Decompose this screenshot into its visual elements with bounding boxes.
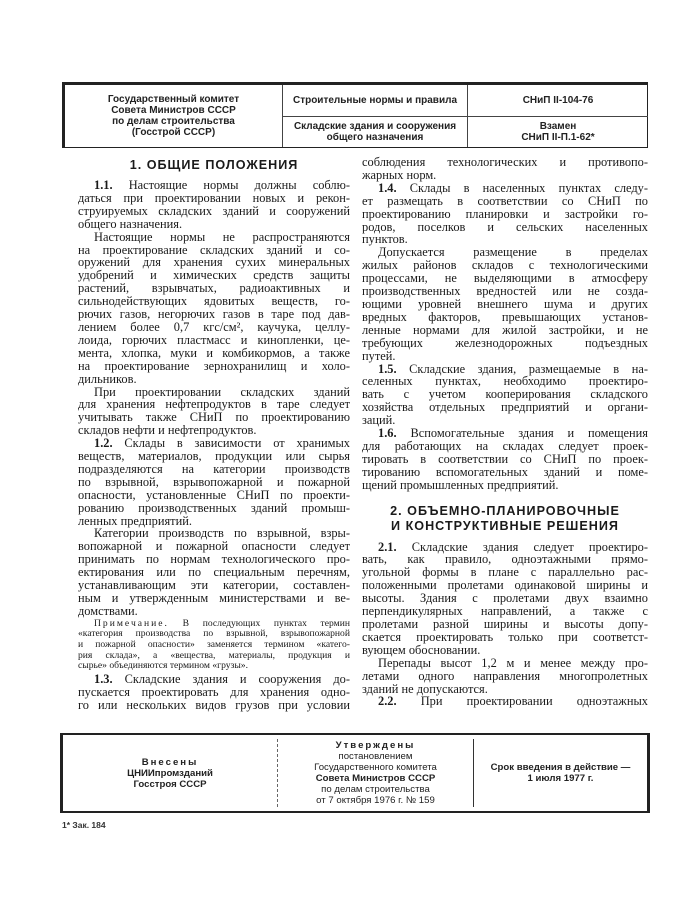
text-line bbox=[78, 661, 350, 672]
line-text: ленные нормами для жилой застройки, и не bbox=[362, 322, 648, 337]
line-text: пролетами разной ширины и высоты допу- bbox=[362, 617, 648, 631]
paragraph bbox=[362, 156, 648, 182]
paragraph bbox=[362, 246, 648, 362]
approved-line: по делам строительства bbox=[321, 784, 430, 795]
line-text: Складские здания, размещаемые в на- bbox=[409, 361, 648, 376]
line-text: общего назначения. bbox=[78, 216, 183, 231]
line-text: требующих железнодорожных подъездных bbox=[362, 335, 648, 350]
print-mark: 1* Зак. 184 bbox=[62, 820, 106, 830]
line-text: рючих газов, негорючих газов в таре под дав- bbox=[78, 307, 350, 322]
line-text: пускается проектировать для хранения одно- bbox=[78, 684, 350, 699]
paragraph bbox=[78, 437, 350, 527]
approved-label: Утверждены bbox=[335, 740, 416, 751]
subject-line: общего назначения bbox=[326, 132, 424, 143]
line-text: струируемых складских зданий и сооружений bbox=[78, 203, 350, 218]
clause-number: 2.2. bbox=[378, 694, 397, 709]
line-text: дильников. bbox=[78, 371, 137, 386]
line-text: угольной формы в плане с параллельно рас- bbox=[362, 565, 648, 580]
text-line bbox=[362, 479, 648, 492]
submitted-line: Госстроя СССР bbox=[133, 778, 207, 790]
note-paragraph bbox=[78, 619, 350, 672]
norms-title-text: Строительные нормы и правила bbox=[292, 95, 458, 106]
line-text: скается проектировать только при соответст- bbox=[362, 629, 648, 644]
paragraph bbox=[78, 231, 350, 386]
line-text: зданий не допускаются. bbox=[362, 681, 488, 696]
clause-number: 1.5. bbox=[378, 361, 397, 376]
text-line bbox=[362, 337, 648, 350]
norms-title bbox=[283, 85, 467, 116]
line-text: производственных вредностей или не созда- bbox=[362, 284, 648, 299]
line-text: летами одного направления многопролетных bbox=[362, 668, 648, 683]
submitted-by bbox=[63, 735, 277, 811]
org-line: (Госстрой СССР) bbox=[131, 127, 216, 138]
line-text: оружений для хранения сухих минеральных bbox=[78, 255, 350, 270]
heading-line: 1. ОБЩИЕ ПОЛОЖЕНИЯ bbox=[129, 158, 299, 172]
text-line bbox=[362, 401, 648, 414]
paragraph bbox=[78, 179, 350, 231]
effective-line: 1 июля 1977 г. bbox=[527, 773, 594, 784]
line-text: В последующих пунктах термин bbox=[182, 617, 350, 629]
submitted-line: ЦНИИпромзданий bbox=[127, 767, 213, 779]
paragraph bbox=[362, 363, 648, 428]
right-text-column bbox=[362, 156, 648, 708]
line-text: учитывать также СНиП по проектированию bbox=[78, 410, 350, 425]
clause-number: 1.1. bbox=[94, 178, 113, 192]
org-line: по делам строительства bbox=[112, 116, 235, 127]
line-text: сильнодействующих ядовитых веществ, го- bbox=[78, 294, 350, 309]
line-text: и пожарной опасности» заменяется термином «катего- bbox=[78, 639, 350, 650]
line-text: Допускается размещение в пределах bbox=[378, 245, 648, 260]
approved-line: Государственного комитета bbox=[314, 762, 437, 773]
line-text: устанавливающим эти категории, составлен- bbox=[78, 578, 350, 593]
paragraph bbox=[362, 695, 648, 708]
line-text: Настоящие нормы не распространяются bbox=[94, 229, 350, 244]
approved-line: Совета Министров СССР bbox=[315, 773, 436, 784]
approved-by bbox=[278, 735, 473, 811]
line-text: Складские здания и сооружения до- bbox=[124, 671, 350, 686]
replaces-label: Взамен bbox=[539, 121, 577, 132]
line-text: домствами. bbox=[78, 603, 138, 618]
submitted-label: Внесены bbox=[141, 756, 199, 768]
line-text: заций. bbox=[362, 413, 396, 428]
line-text: для хранения нефтепродуктов в таре следует bbox=[78, 397, 350, 412]
text-line bbox=[362, 695, 648, 708]
line-text: перпендикулярных направлений, а также с bbox=[362, 604, 648, 619]
effective-line: Срок введения в действие — bbox=[490, 762, 631, 773]
line-text: рия склада», а «вещества, материалы, продукция и bbox=[78, 649, 350, 661]
line-text: проектированию планировки и застройки го- bbox=[362, 206, 648, 221]
line-text: путей. bbox=[362, 348, 396, 363]
line-text: Складские здания следует проектиро- bbox=[411, 539, 648, 554]
paragraph bbox=[78, 673, 350, 712]
line-text: Перепады высот 1,2 м и менее между про- bbox=[378, 655, 648, 670]
left-text-column bbox=[78, 156, 350, 712]
line-text: Вспомогательные здания и помещения bbox=[410, 426, 648, 441]
line-text: на проектирование складских зданий и со- bbox=[78, 242, 350, 257]
paragraph bbox=[78, 386, 350, 438]
line-text: тировать в соответствии со СНиП по проек- bbox=[362, 451, 648, 466]
line-text: жилых районов складов с технологическими bbox=[362, 258, 648, 273]
line-text: лоида, горючих пластмасс и кинопленки, це- bbox=[78, 332, 350, 347]
line-text: для работающих на складах следует проек- bbox=[362, 438, 648, 453]
line-text: вать с учетом кооперирования складского bbox=[362, 387, 648, 402]
line-text: селенных пунктах, необходимо проектиро- bbox=[362, 374, 648, 389]
line-text: ющими уровней внешнего шума и других bbox=[362, 296, 648, 311]
replaces-code bbox=[468, 117, 648, 147]
paragraph bbox=[78, 527, 350, 617]
line-text: «категория производства по взрывной, взрывопожарной bbox=[78, 628, 350, 640]
line-text: хозяйства отдельных предприятий и органи- bbox=[362, 400, 648, 415]
line-text: Склады в населенных пунктах следу- bbox=[409, 180, 648, 195]
approval-footer-table bbox=[60, 733, 650, 813]
document-header-table bbox=[62, 82, 648, 148]
paragraph bbox=[362, 541, 648, 657]
clause-number: 1.6. bbox=[378, 426, 397, 441]
line-text: вредных факторов, превышающих установ- bbox=[362, 309, 648, 324]
line-text: соблюдения технологических и противопо- bbox=[362, 155, 648, 169]
document-code bbox=[468, 85, 648, 116]
heading-line: И КОНСТРУКТИВНЫЕ РЕШЕНИЯ bbox=[391, 518, 619, 533]
line-text: принимать по нормам технологического про- bbox=[78, 552, 350, 567]
line-text: удобрений и химических средств защиты bbox=[78, 268, 350, 283]
line-text: вующем обосновании. bbox=[362, 642, 481, 657]
line-text: Склады в зависимости от хранимых bbox=[124, 436, 350, 451]
line-text: подразделяются на категории производств bbox=[78, 461, 350, 476]
line-text: При проектировании складских зданий bbox=[94, 384, 350, 399]
line-text: ектирования или по специальным перечням, bbox=[78, 565, 350, 580]
text-line bbox=[78, 699, 350, 712]
code-text: СНиП II-104-76 bbox=[522, 95, 594, 106]
line-text: складов нефти и нефтепродуктов. bbox=[78, 423, 257, 438]
subject-line: Складские здания и сооружения bbox=[293, 121, 457, 132]
clause-number: 1.3. bbox=[94, 671, 113, 686]
line-text: Настоящие нормы должны соблю- bbox=[128, 178, 350, 192]
line-text: рованию производственных зданий промыш- bbox=[78, 500, 350, 515]
clause-number: 2.1. bbox=[378, 539, 397, 554]
line-text: на проектирование зернохранилищ и холо- bbox=[78, 358, 350, 373]
issuing-organization bbox=[65, 85, 282, 147]
line-text: ным и утвержденным министерствами и ве- bbox=[78, 591, 350, 605]
line-text: лением более 0,7 кгс/см², каучука, целлу- bbox=[78, 319, 350, 334]
line-text: го или нескольких видов грузов при условии bbox=[78, 697, 350, 712]
line-text: даться при проектировании новых и рекон- bbox=[78, 190, 350, 205]
line-text: родов, поселков и сельских населенных bbox=[362, 219, 648, 234]
line-text: процессами, не выделяющими в атмосферу bbox=[362, 271, 648, 286]
line-text: по взрывной, взрывопожарной и пожарной bbox=[78, 474, 350, 489]
line-text: ленных предприятий. bbox=[78, 513, 192, 528]
clause-number: 1.2. bbox=[94, 436, 113, 451]
line-text: пунктов. bbox=[362, 232, 408, 247]
paragraph bbox=[362, 182, 648, 247]
line-text: опасности, установленные СНиП по проекти- bbox=[78, 487, 350, 502]
clause-number: Примечание. bbox=[94, 617, 169, 629]
line-text: ет размещать в соответствии со СНиП по bbox=[362, 193, 648, 208]
effective-date bbox=[474, 735, 647, 811]
line-text: При проектировании одноэтажных bbox=[420, 694, 648, 709]
org-line: Совета Министров СССР bbox=[111, 105, 236, 116]
replaces-code-text: СНиП II-П.1-62* bbox=[521, 132, 595, 143]
approved-line: от 7 октября 1976 г. № 159 bbox=[316, 795, 435, 806]
line-text: щений промышленных предприятий. bbox=[362, 477, 559, 492]
line-text: растений, взрывчатых, радиоактивных и bbox=[78, 281, 350, 296]
section-heading bbox=[362, 504, 648, 534]
line-text: мента, хлопка, муки и комбикормов, а также bbox=[78, 345, 350, 360]
line-text: вопожарной и пожарной опасности следует bbox=[78, 539, 350, 554]
line-text: жарных норм. bbox=[362, 167, 437, 182]
heading-line: 2. ОБЪЕМНО-ПЛАНИРОВОЧНЫЕ bbox=[390, 503, 620, 518]
line-text: вать, как правило, одноэтажными прямо- bbox=[362, 552, 648, 567]
line-text: высоты. Здания с пролетами двух взаимно bbox=[362, 591, 648, 606]
text-line bbox=[78, 605, 350, 618]
section-heading bbox=[78, 158, 350, 173]
paragraph bbox=[362, 427, 648, 492]
line-text: тированию вспомогательных зданий и поме- bbox=[362, 464, 648, 479]
line-text: Категории производств по взрывной, взры- bbox=[94, 526, 350, 541]
approved-line: постановлением bbox=[338, 751, 413, 762]
clause-number: 1.4. bbox=[378, 180, 397, 195]
paragraph bbox=[362, 657, 648, 696]
line-text: сырье» объединяются термином «грузы». bbox=[78, 660, 248, 672]
document-subject bbox=[283, 117, 467, 147]
org-line: Государственный комитет bbox=[107, 94, 240, 105]
line-text: положенными пролетами одинаковой ширины и bbox=[362, 578, 648, 593]
line-text: веществ, материалов, продукции или сырья bbox=[78, 449, 350, 464]
